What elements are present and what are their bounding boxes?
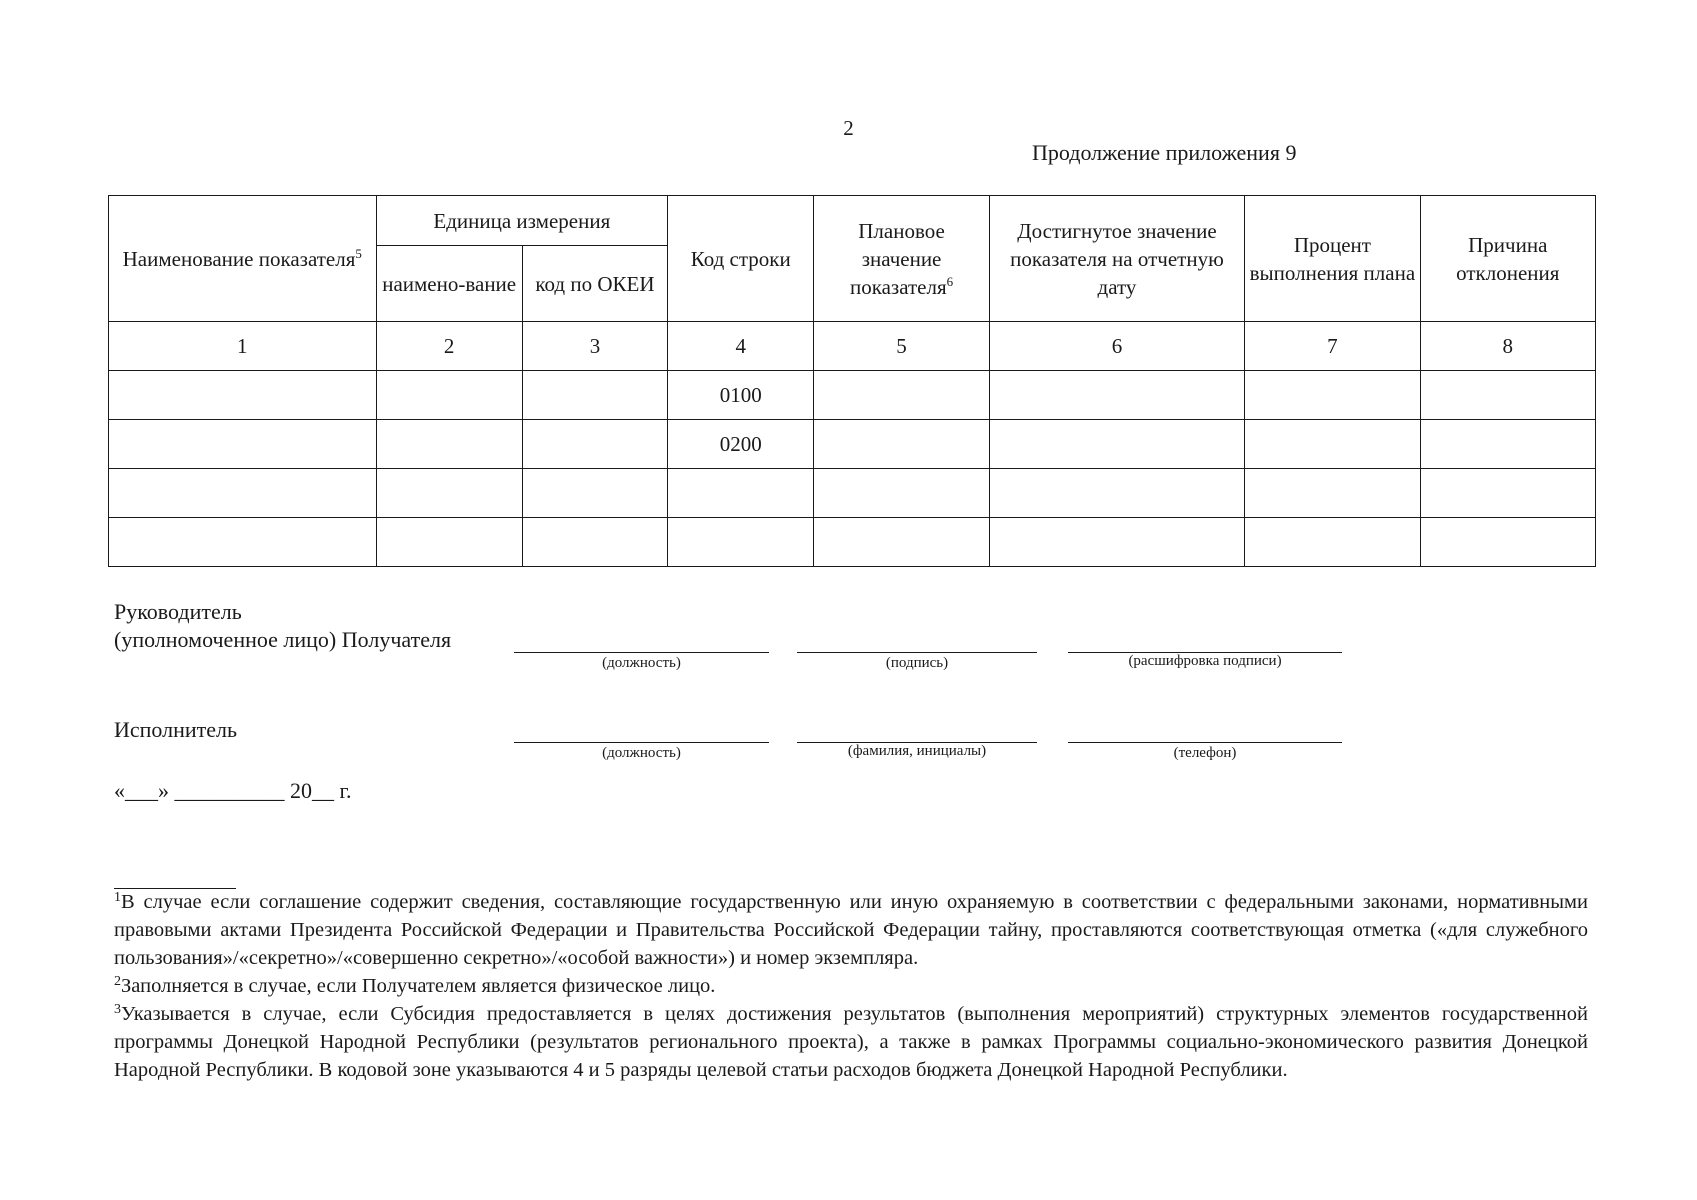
column-number: 2: [376, 322, 522, 371]
header-indicator-name: Наименование показателя$^5$: [109, 196, 377, 322]
head-label-line2: (уполномоченное лицо) Получателя: [114, 627, 452, 652]
head-signature-line[interactable]: [797, 652, 1037, 653]
cell-plan-percent[interactable]: [1245, 518, 1420, 567]
executor-name-caption: (фамилия, инициалы): [847, 743, 987, 759]
executor-position-line[interactable]: [514, 742, 769, 743]
executor-phone-line[interactable]: [1068, 742, 1342, 743]
cell-plan-percent[interactable]: [1245, 469, 1420, 518]
cell-row-code[interactable]: [668, 518, 814, 567]
footnote: $^1$В случае если соглашение содержит сведения, составляющие государственную или иную охраняемую в соответствии с федеральными законами, нормативными правовыми актами Президента Российской Федерации и Правительства Российской Федерации тайну, проставляются соответствующая отметка («для служебного пользования»/«секретно»/«совершенно секретно»/«особой важности») и номер экземпляра.: [114, 890, 1588, 969]
cell-planned-value[interactable]: [814, 469, 989, 518]
header-plan-percent: Процент выполнения плана: [1245, 196, 1420, 322]
executor-phone-caption: (телефон): [1173, 745, 1237, 761]
executor-label: Исполнитель: [114, 717, 238, 742]
head-signature-caption: (подпись): [885, 655, 949, 671]
table-row: [109, 469, 1596, 518]
cell-achieved-value[interactable]: [989, 518, 1245, 567]
cell-deviation-reason[interactable]: [1420, 371, 1595, 420]
cell-unit-name[interactable]: [376, 371, 522, 420]
cell-indicator-name[interactable]: [109, 469, 377, 518]
column-numbers-row: [109, 322, 1596, 371]
cell-unit-code[interactable]: [522, 371, 667, 420]
cell-plan-percent[interactable]: [1245, 371, 1420, 420]
cell-indicator-name[interactable]: [109, 420, 377, 469]
head-position-line[interactable]: [514, 652, 769, 653]
header-unit-code: код по ОКЕИ: [522, 246, 667, 322]
cell-plan-percent[interactable]: [1245, 420, 1420, 469]
cell-planned-value[interactable]: [814, 518, 989, 567]
footnote: $^3$Указывается в случае, если Субсидия предоставляется в целях достижения результатов (выполнения мероприятий) структурных элементов государственной программы Донецкой Народной Республики (результатов регионального проекта), а также в рамках Программы социально-экономического развития Донецкой Народной Республики. В кодовой зоне указываются 4 и 5 разряды целевой статьи расходов бюджета Донецкой Народной Республики.: [114, 1002, 1588, 1081]
table-row: [109, 518, 1596, 567]
head-decryption-caption: (расшифровка подписи): [1128, 653, 1282, 669]
column-number: 5: [814, 322, 989, 371]
head-label-line1: Руководитель: [114, 599, 242, 624]
page-number: 2: [843, 116, 854, 140]
cell-achieved-value[interactable]: [989, 469, 1245, 518]
cell-unit-code[interactable]: [522, 420, 667, 469]
cell-indicator-name[interactable]: [109, 371, 377, 420]
column-number: 6: [989, 322, 1245, 371]
header-achieved-value: Достигнутое значение показателя на отчетную дату: [989, 196, 1245, 322]
cell-row-code: 0100: [668, 371, 814, 420]
footnotes: [114, 888, 1588, 1084]
table-header-row: [109, 196, 1596, 246]
cell-deviation-reason[interactable]: [1420, 518, 1595, 567]
column-number: 4: [668, 322, 814, 371]
cell-unit-name[interactable]: [376, 420, 522, 469]
header-deviation-reason: Причина отклонения: [1420, 196, 1595, 322]
indicators-table: [108, 195, 1596, 567]
head-position-caption: (должность): [602, 655, 681, 671]
cell-planned-value[interactable]: [814, 420, 989, 469]
cell-achieved-value[interactable]: [989, 420, 1245, 469]
column-number: 3: [522, 322, 667, 371]
header-unit-name: наимено-вание: [376, 246, 522, 322]
column-number: 8: [1420, 322, 1595, 371]
cell-unit-name[interactable]: [376, 469, 522, 518]
cell-row-code: 0200: [668, 420, 814, 469]
cell-row-code[interactable]: [668, 469, 814, 518]
column-number: 7: [1245, 322, 1420, 371]
header-row-code: Код строки: [668, 196, 814, 322]
date-field[interactable]: «___» __________ 20__ г.: [114, 778, 352, 803]
cell-unit-code[interactable]: [522, 518, 667, 567]
table-row: [109, 420, 1596, 469]
header-unit-group: Единица измерения: [376, 196, 668, 246]
table-row: [109, 371, 1596, 420]
appendix-continuation-title: Продолжение приложения 9: [1032, 140, 1297, 165]
cell-deviation-reason[interactable]: [1420, 469, 1595, 518]
cell-deviation-reason[interactable]: [1420, 420, 1595, 469]
executor-position-caption: (должность): [602, 745, 681, 761]
cell-indicator-name[interactable]: [109, 518, 377, 567]
cell-planned-value[interactable]: [814, 371, 989, 420]
cell-unit-code[interactable]: [522, 469, 667, 518]
footnote: $^2$Заполняется в случае, если Получателем является физическое лицо.: [114, 974, 716, 997]
column-number: 1: [109, 322, 377, 371]
cell-achieved-value[interactable]: [989, 371, 1245, 420]
header-planned-value: Плановое значение показателя$^6$: [814, 196, 989, 322]
cell-unit-name[interactable]: [376, 518, 522, 567]
